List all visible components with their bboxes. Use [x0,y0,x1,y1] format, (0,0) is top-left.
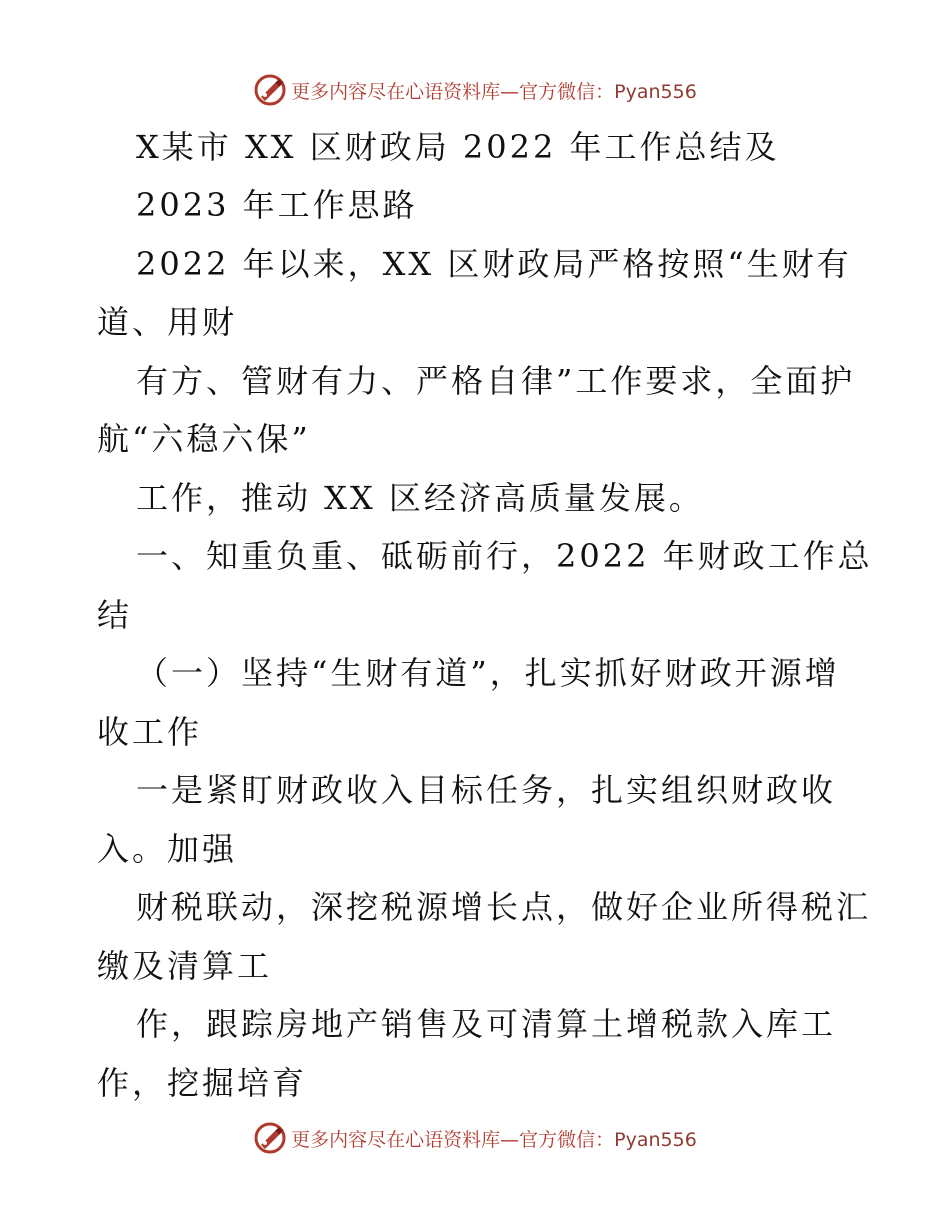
doc-line: 有方、管财有力、严格自律”工作要求，全面护 [136,362,856,400]
doc-line: 一是紧盯财政收入目标任务，扎实组织财政收 [136,771,837,809]
doc-line: 道、用财 [97,303,238,341]
doc-subsection-heading: （一）坚持“生财有道”，扎实抓好财政开源增 [136,654,840,692]
header-banner [0,70,950,110]
pen-logo-icon [253,1121,287,1155]
footer-banner [0,1118,950,1158]
pen-logo-icon [253,73,287,107]
doc-title-line-2: 2023 年工作思路 [136,186,418,224]
doc-section-heading: 一、知重负重、砥砺前行，2022 年财政工作总 [136,537,873,575]
wechat-id: Pyan556 [614,1128,697,1151]
doc-subsection-heading-cont: 收工作 [97,713,203,751]
doc-line: 作，跟踪房地产销售及可清算土增税款入库工 [136,1005,837,1043]
doc-line: 入。加强 [97,830,238,868]
doc-line: 缴及清算工 [97,947,273,985]
doc-line: 2022 年以来，XX 区财政局严格按照“生财有 [136,245,852,283]
doc-line: 工作，推动 XX 区经济高质量发展。 [136,479,704,517]
doc-section-heading-cont: 结 [97,596,133,634]
doc-line: 财税联动，深挖税源增长点，做好企业所得税汇 [136,888,872,926]
doc-title-line-1: X某市 XX 区财政局 2022 年工作总结及 [136,128,780,166]
wechat-id: Pyan556 [614,80,697,103]
banner-text: 更多内容尽在心语资料库—官方微信：Pyan556 [291,1128,697,1151]
doc-line: 航“六稳六保” [97,420,311,458]
doc-line: 作，挖掘培育 [97,1064,308,1102]
banner-text: 更多内容尽在心语资料库—官方微信：Pyan556 [291,80,697,103]
